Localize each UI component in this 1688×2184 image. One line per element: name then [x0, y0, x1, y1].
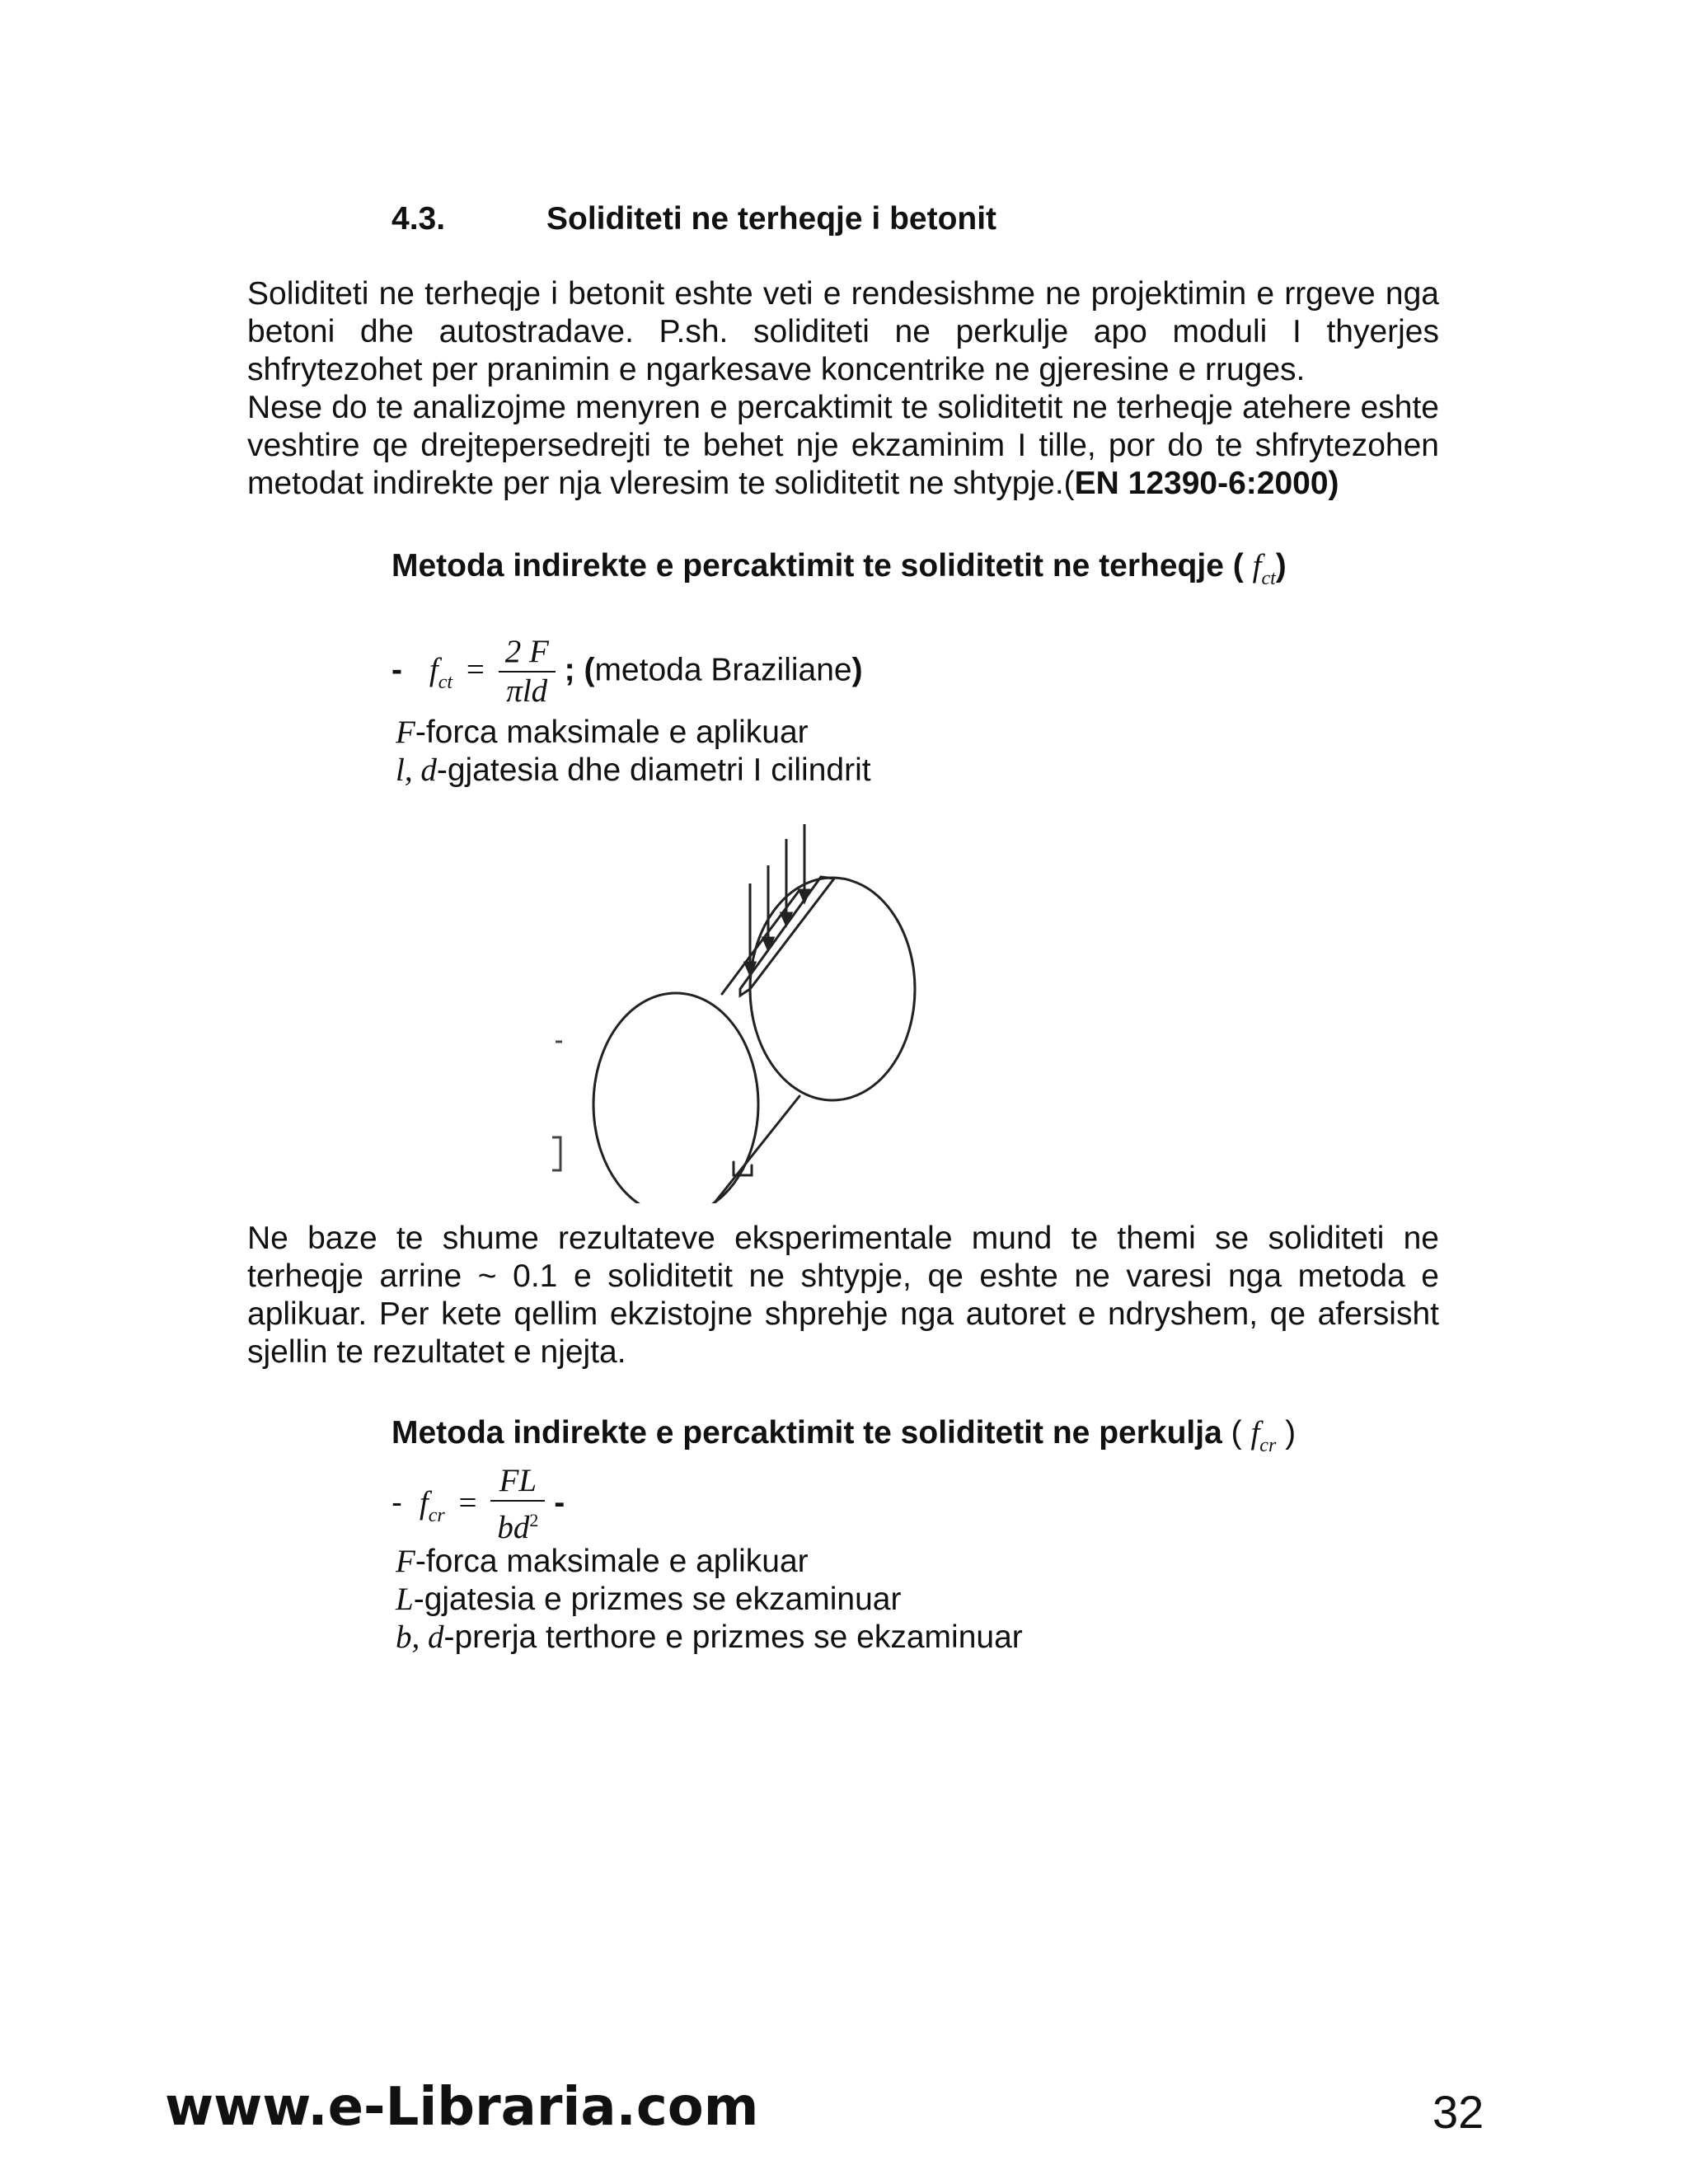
body-paragraph-2: Ne baze te shume rezultateve eksperimentale mund te themi se soliditeti ne terheqje arrine ~ 0.1 e soliditetit ne shtypje, qe eshte ne varesi nga metoda e aplikuar. Per kete qellim ekzistojne shprehje nga autoret e ndryshem, qe afersisht sjellin te rezultatet e njejta.: [247, 1221, 1439, 1370]
section-number: 4.3.: [392, 201, 446, 237]
cylinder-top-edge: [722, 890, 799, 994]
formula-close: ): [851, 652, 863, 688]
fraction-numerator: 2 F: [504, 634, 549, 669]
definition-symbol: F: [396, 715, 415, 750]
formula-lhs: $f_{ct}$: [429, 652, 453, 694]
method1-paren-open: (: [1232, 548, 1244, 583]
method2-heading: [392, 1414, 1296, 1457]
definition-item: [396, 752, 871, 790]
method2-heading-text: Metoda indirekte e percaktimit te soliditetit ne perkulja: [392, 1415, 1222, 1451]
formula-fraction: [499, 633, 556, 710]
footer-site-url: www.e-Libraria.com: [165, 2077, 759, 2138]
standard-reference: EN 12390-6:2000): [1074, 466, 1339, 501]
definition-text: -prerja terthore e prizmes se ekzaminuar: [443, 1619, 1023, 1655]
method-name: metoda Braziliane: [594, 652, 852, 688]
definition-item: [396, 1543, 809, 1581]
intro-paragraph-1: Soliditeti ne terheqje i betonit eshte veti e rendesishme ne projektimin e rrgeve nga betoni dhe autostradave. P.sh. soliditeti ne perkulje apo moduli I thyerjes shfrytezohet per pranimin e ngarkesave koncentrike ne gjeresine e rruges.: [247, 276, 1439, 387]
definition-text: -forca maksimale e aplikuar: [415, 715, 809, 750]
formula-trail: -: [554, 1484, 565, 1521]
fraction-denominator: πld: [506, 673, 548, 709]
split-cylinder-diagram: [528, 791, 989, 1203]
cylinder-back-face: [750, 878, 915, 1100]
formula-lhs: $f_{cr}$: [419, 1484, 445, 1526]
page-number: 32: [1432, 2086, 1484, 2138]
section-title: Soliditeti ne terheqje i betonit: [546, 201, 997, 237]
formula-equals: =: [466, 652, 485, 688]
fraction-numerator: FL: [499, 1463, 537, 1498]
definition-item: [396, 714, 809, 752]
definition-symbol: L: [396, 1582, 414, 1617]
method2-paren-close: ): [1285, 1415, 1296, 1451]
method1-heading-text: Metoda indirekte e percaktimit te soliditetit ne terheqje: [392, 548, 1224, 583]
formula-fraction: [490, 1462, 545, 1547]
definition-symbol: l, d: [396, 752, 437, 788]
definition-item: [396, 1581, 901, 1619]
definition-symbol: F: [396, 1544, 415, 1579]
intro-text: [247, 275, 1439, 503]
method1-paren-close: ): [1275, 548, 1287, 583]
intro-paragraph-2-text: Nese do te analizojme menyren e percaktimit te soliditetit ne terheqje atehere eshte veshtire qe drejtepersedrejti te behet nje ekzaminim I tille, por do te shfrytezohen metodat indirekte per nja vleresim te soliditetit ne shtypje.(: [247, 390, 1439, 501]
method2-paren-open: (: [1231, 1415, 1242, 1451]
formula-dash: -: [392, 1484, 402, 1521]
definition-text: -forca maksimale e aplikuar: [415, 1544, 809, 1579]
intro-paragraph-2: [247, 389, 1439, 503]
cylinder-bottom-edge: [709, 1096, 799, 1203]
fraction-denominator: $bd^2$: [497, 1510, 539, 1545]
method2-symbol: $f_{cr}$: [1250, 1415, 1277, 1456]
definition-item: [396, 1619, 1023, 1657]
formula-equals: =: [458, 1484, 477, 1521]
method2-formula: [392, 1462, 565, 1547]
method1-symbol: $f_{ct}$: [1252, 548, 1276, 589]
method1-heading: [392, 547, 1287, 590]
formula-dash: -: [392, 652, 402, 688]
definition-symbol: b, d: [396, 1619, 444, 1655]
definition-text: -gjatesia dhe diametri I cilindrit: [436, 752, 871, 788]
definition-text: -gjatesia e prizmes se ekzaminuar: [413, 1582, 902, 1617]
method1-formula: [392, 633, 863, 710]
formula-semicolon: ; (: [564, 652, 595, 688]
